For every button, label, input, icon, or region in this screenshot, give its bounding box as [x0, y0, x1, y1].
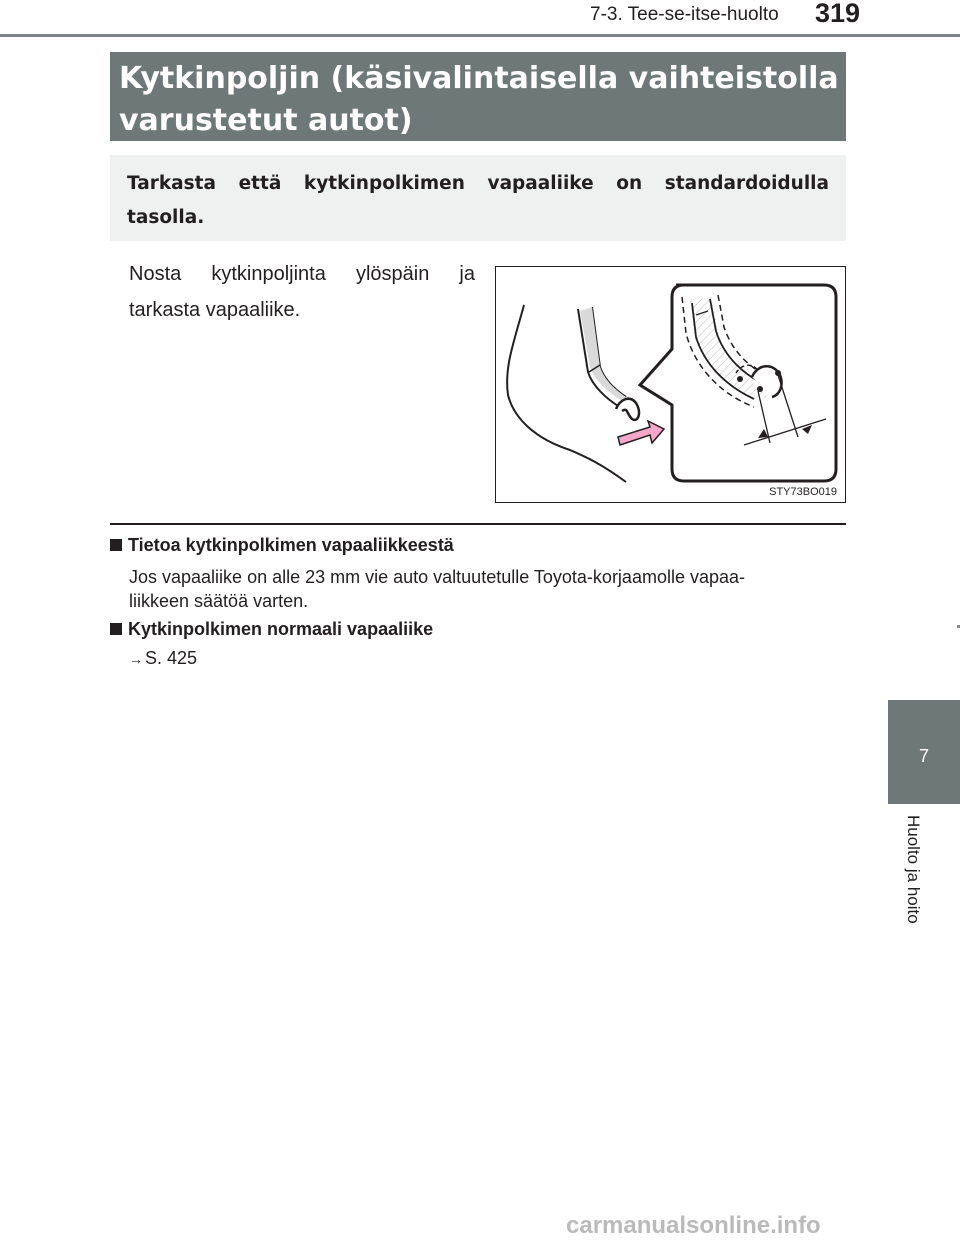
clutch-pedal-drawing: [496, 267, 845, 502]
chapter-number: 7: [918, 746, 929, 766]
section-title-line1: Kytkinpoljin (käsivalintaisella vaihteistolla: [119, 61, 839, 96]
section-title-line2: varustetut autot): [119, 103, 413, 138]
chapter-label: Huolto ja hoito: [904, 815, 923, 924]
page-reference-text: S. 425: [145, 648, 198, 668]
page-number: 319: [815, 0, 861, 28]
body-line2: tarkasta vapaaliike.: [129, 299, 301, 321]
body-text: [129, 256, 475, 328]
arrow-right-icon: →: [129, 651, 143, 667]
square-bullet-icon: [110, 623, 122, 635]
note-body-line1: Jos vapaaliike on alle 23 mm vie auto valtuutetulle Toyota-korjaamolle vapaa-: [129, 567, 746, 587]
note-heading: [110, 619, 433, 640]
instruction-box: [110, 155, 846, 241]
header-rule: [0, 34, 960, 37]
page-reference: [129, 648, 197, 669]
square-bullet-icon: [110, 539, 122, 551]
note-heading-text: Kytkinpolkimen normaali vapaaliike: [128, 619, 434, 639]
section-title: [110, 52, 846, 141]
watermark: carmanualsonline.info: [566, 1212, 821, 1239]
instruction-line2: tasolla.: [127, 207, 205, 228]
separator-rule: [110, 523, 846, 525]
note-heading-text: Tietoa kytkinpolkimen vapaaliikkeestä: [128, 535, 454, 555]
instruction-line1: Tarkasta että kytkinpolkimen vapaaliike on standardoidulla: [127, 173, 829, 194]
clutch-pedal-illustration: [495, 266, 846, 503]
note-body-line2: liikkeen säätöä varten.: [129, 591, 309, 611]
note-heading: [110, 535, 454, 556]
header-section-title: 7-3. Tee-se-itse-huolto: [590, 4, 779, 25]
chapter-tab: [888, 700, 960, 804]
note-body: [129, 565, 841, 613]
figure-code: STY73BO019: [769, 486, 837, 498]
body-line1: Nosta kytkinpoljinta ylöspäin ja: [129, 263, 475, 285]
